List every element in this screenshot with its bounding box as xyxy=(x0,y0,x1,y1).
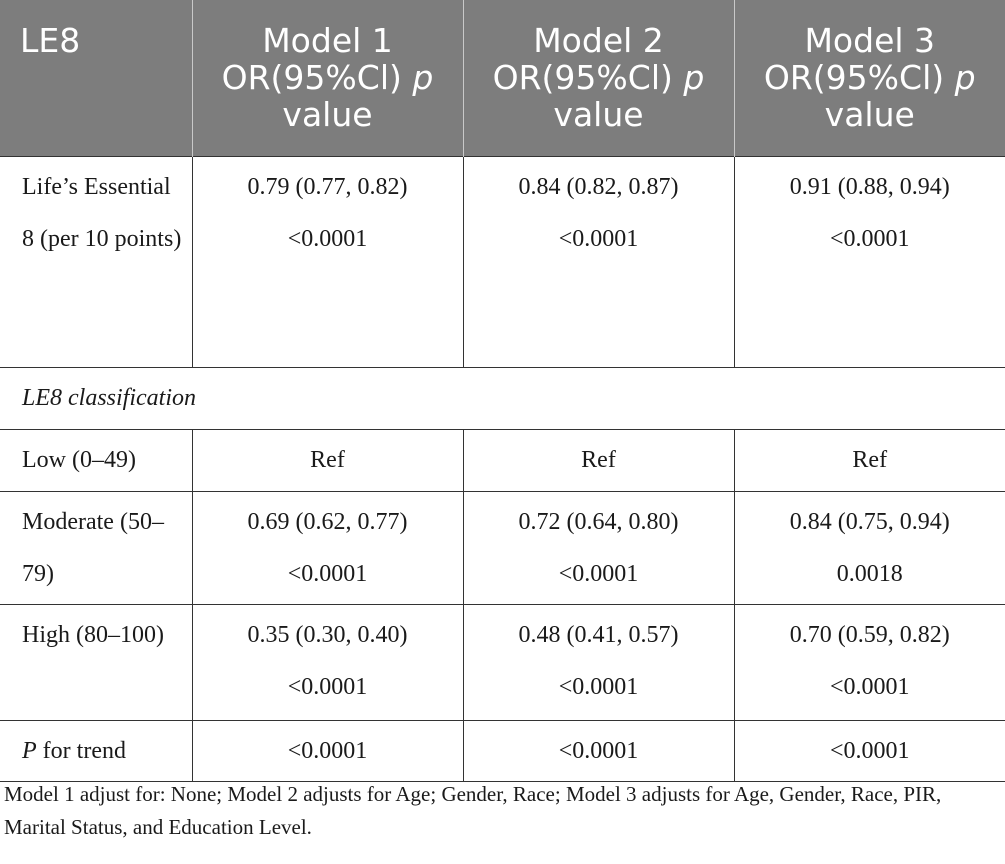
model-1-p: p xyxy=(412,58,434,98)
cell-high-model-1 xyxy=(192,604,463,720)
cell-moderate-model-2 xyxy=(463,491,734,604)
cell-le8-model-3 xyxy=(734,156,1005,367)
model-3-metric: OR(95%Cl) xyxy=(763,58,945,98)
p-value: <0.0001 xyxy=(558,225,639,252)
p-value: <0.0001 xyxy=(558,673,639,700)
row-label-trend xyxy=(0,720,192,781)
p-value: <0.0001 xyxy=(829,673,910,700)
header-model-1 xyxy=(192,0,463,156)
cell-trend-model-3: <0.0001 xyxy=(734,720,1005,781)
row-label-le8: Life’s Essential 8 (per 10 points) xyxy=(0,156,192,367)
model-3-p: p xyxy=(954,58,976,98)
p-value: <0.0001 xyxy=(287,673,368,700)
p-value: 0.0018 xyxy=(836,560,903,587)
model-1-value-label: value xyxy=(282,95,373,135)
p-value: <0.0001 xyxy=(287,225,368,252)
model-2-value-label: value xyxy=(553,95,644,135)
trend-rest-label: for trend xyxy=(36,737,126,764)
model-3-name: Model 3 xyxy=(804,21,936,61)
or-value: 0.79 (0.77, 0.82) xyxy=(247,173,408,200)
cell-high-model-3 xyxy=(734,604,1005,720)
or-value: 0.72 (0.64, 0.80) xyxy=(518,508,679,535)
header-row xyxy=(0,0,1005,156)
cell-le8-model-1 xyxy=(192,156,463,367)
model-1-name: Model 1 xyxy=(262,21,393,61)
model-2-p: p xyxy=(683,58,705,98)
trend-p-label: P xyxy=(22,737,37,764)
cell-high-model-2 xyxy=(463,604,734,720)
p-value: <0.0001 xyxy=(558,560,639,587)
model-3-value-label: value xyxy=(824,95,915,135)
table-row-moderate xyxy=(0,491,1005,604)
header-model-2 xyxy=(463,0,734,156)
or-value: 0.70 (0.59, 0.82) xyxy=(789,621,950,648)
row-label-moderate: Moderate (50–79) xyxy=(0,491,192,604)
table-row-low xyxy=(0,429,1005,491)
or-value: 0.48 (0.41, 0.57) xyxy=(518,621,679,648)
table-row-le8 xyxy=(0,156,1005,367)
or-value: 0.91 (0.88, 0.94) xyxy=(789,173,950,200)
cell-moderate-model-1 xyxy=(192,491,463,604)
section-label: LE8 classification xyxy=(0,367,1005,429)
cell-low-model-3: Ref xyxy=(734,429,1005,491)
header-le8: LE8 xyxy=(0,0,192,156)
cell-moderate-model-3 xyxy=(734,491,1005,604)
table-row-trend xyxy=(0,720,1005,781)
or-value: 0.84 (0.75, 0.94) xyxy=(789,508,950,535)
cell-le8-model-2 xyxy=(463,156,734,367)
cell-low-model-1: Ref xyxy=(192,429,463,491)
model-2-name: Model 2 xyxy=(533,21,664,61)
model-2-metric: OR(95%Cl) xyxy=(492,58,673,98)
or-value: 0.69 (0.62, 0.77) xyxy=(247,508,408,535)
header-model-3 xyxy=(734,0,1005,156)
table-footnote: Model 1 adjust for: None; Model 2 adjusts for Age; Gender, Race; Model 3 adjusts for Age, Gender, Race, PIR, Marital Status, and Education Level. xyxy=(4,782,942,839)
table-row-high xyxy=(0,604,1005,720)
row-label-high: High (80–100) xyxy=(0,604,192,720)
or-value: 0.84 (0.82, 0.87) xyxy=(518,173,679,200)
table-row-section xyxy=(0,367,1005,429)
cell-trend-model-2: <0.0001 xyxy=(463,720,734,781)
p-value: <0.0001 xyxy=(287,560,368,587)
cell-trend-model-1: <0.0001 xyxy=(192,720,463,781)
row-label-low: Low (0–49) xyxy=(0,429,192,491)
cell-low-model-2: Ref xyxy=(463,429,734,491)
model-1-metric: OR(95%Cl) xyxy=(221,58,402,98)
or-value: 0.35 (0.30, 0.40) xyxy=(247,621,408,648)
p-value: <0.0001 xyxy=(829,225,910,252)
